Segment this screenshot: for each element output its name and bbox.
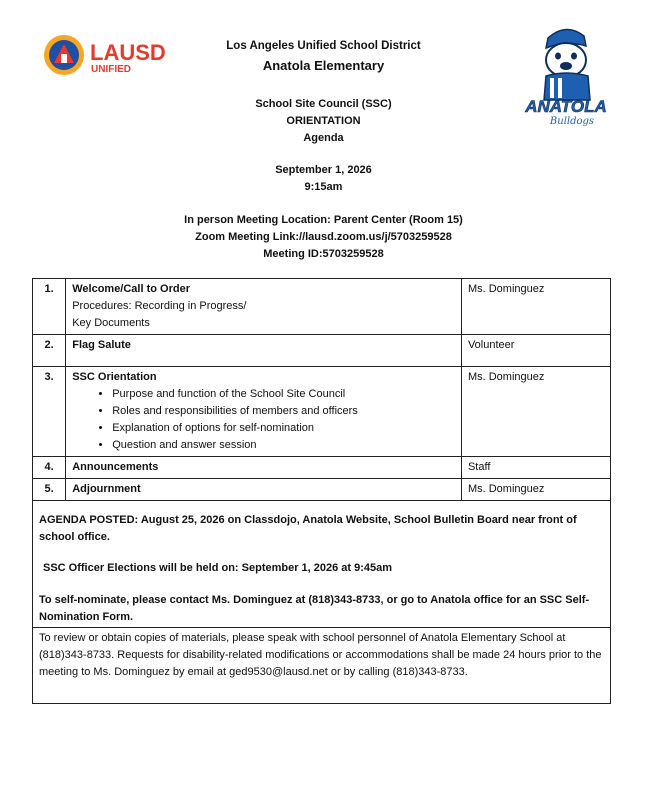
zoom-link[interactable]: Zoom Meeting Link://lausd.zoom.us/j/5703259528 [195, 231, 452, 243]
item-detail-line: Procedures: Recording in Progress/ [72, 300, 247, 312]
item-presenter: Volunteer [461, 335, 610, 367]
council-name: School Site Council (SSC) [255, 98, 392, 110]
svg-text:Bulldogs: Bulldogs [549, 116, 595, 126]
school-name: Anatola Elementary [262, 58, 385, 73]
meeting-date: September 1, 2026 [275, 164, 372, 176]
item-presenter: Staff [461, 457, 610, 479]
svg-text:UNIFIED: UNIFIED [91, 64, 131, 75]
item-description [66, 457, 462, 479]
svg-text:LAUSD: LAUSD [90, 40, 166, 65]
item-description [66, 279, 462, 335]
item-detail-line: Key Documents [72, 317, 150, 329]
item-number: 1. [33, 279, 66, 335]
table-row [33, 279, 611, 335]
item-presenter: Ms. Dominguez [461, 479, 610, 501]
item-title: SSC Orientation [72, 371, 157, 383]
item-title: Adjournment [72, 483, 141, 495]
table-row [33, 367, 611, 457]
item-bullet-list [72, 386, 455, 454]
meeting-location: In person Meeting Location: Parent Center (Room 15) [184, 214, 463, 226]
item-number: 5. [33, 479, 66, 501]
meeting-id: Meeting ID:5703259528 [263, 248, 384, 260]
materials-notice: To review or obtain copies of materials, please speak with school personnel of Anatola Elementary School at (818)343-8733. Requests for disability-related modifications or accommodations shall be made 24 hours prior to the meeting to Ms. Dominguez by email at ged9530@lausd.net or by calling (818)343-8733. [39, 632, 602, 678]
district-name: Los Angeles Unified School District [226, 40, 421, 52]
meeting-title-block [0, 96, 647, 147]
item-description [66, 335, 462, 367]
item-title: Welcome/Call to Order [72, 283, 190, 295]
notices-box [32, 494, 611, 704]
list-item: • Explanation of options for self-nomination [112, 420, 455, 437]
divider [33, 627, 610, 628]
svg-text:ANATOLA: ANATOLA [525, 97, 607, 116]
item-number: 4. [33, 457, 66, 479]
item-title: Announcements [72, 461, 159, 473]
item-number: 2. [33, 335, 66, 367]
meeting-datetime [0, 162, 647, 196]
list-item: • Question and answer session [112, 437, 455, 454]
list-item: • Purpose and function of the School Site Council [112, 386, 455, 403]
item-title: Flag Salute [72, 339, 131, 351]
meeting-type: ORIENTATION [286, 115, 361, 127]
item-presenter: Ms. Dominguez [461, 279, 610, 335]
document-type: Agenda [303, 132, 344, 144]
elections-notice: SSC Officer Elections will be held on: September 1, 2026 at 9:45am [43, 562, 393, 574]
table-row [33, 457, 611, 479]
item-description [66, 367, 462, 457]
item-number: 3. [33, 367, 66, 457]
agenda-table [32, 278, 611, 501]
self-nomination-notice: To self-nominate, please contact Ms. Dominguez at (818)343-8733, or go to Anatola office for an SSC Self-Nomination Form. [39, 594, 590, 623]
meeting-time: 9:15am [304, 181, 343, 193]
list-item: • Roles and responsibilities of members and officers [112, 403, 455, 420]
item-presenter: Ms. Dominguez [461, 367, 610, 457]
table-row [33, 335, 611, 367]
agenda-posted-notice: AGENDA POSTED: August 25, 2026 on Classdojo, Anatola Website, School Bulletin Board near front of school office. [39, 514, 577, 543]
meeting-location-block [0, 212, 647, 263]
